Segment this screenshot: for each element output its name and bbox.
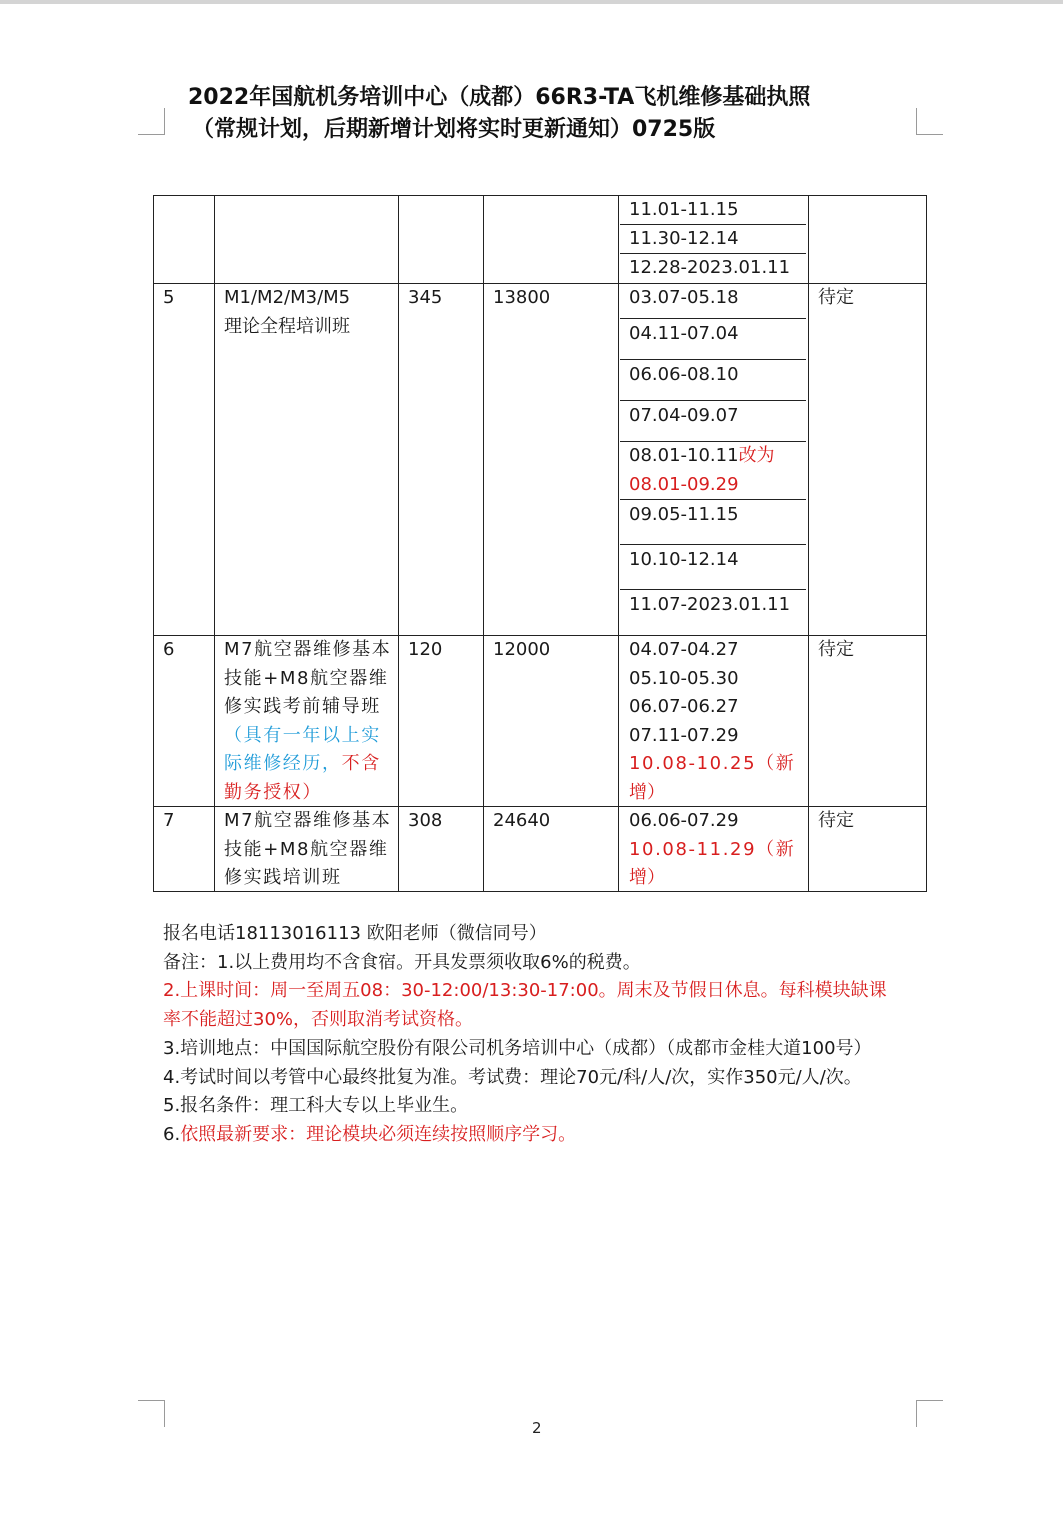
date-list xyxy=(629,636,795,807)
course-name-line: 技能+M8航空器维 xyxy=(224,838,389,860)
row-number: 5 xyxy=(163,287,175,308)
table-border-left xyxy=(153,195,154,892)
course-fee: 13800 xyxy=(493,287,551,308)
crop-mark-top-left xyxy=(138,108,165,135)
new-date-item: 10.08-11.29（新 xyxy=(629,838,796,860)
note-number: 6. xyxy=(163,1123,181,1145)
note-line-highlight: 率不能超过30%，否则取消考试资格。 xyxy=(163,1009,474,1031)
course-exclusion: 勤务授权） xyxy=(224,781,322,803)
title-line-1: 2022年国航机务培训中心（成都）66R3-TA飞机维修基础执照 xyxy=(188,85,811,110)
col-divider xyxy=(808,195,809,892)
page-title xyxy=(188,82,908,146)
course-name-line: 技能+M8航空器维 xyxy=(224,667,389,689)
course-name xyxy=(224,636,391,807)
col-divider xyxy=(214,195,215,892)
date-item: 06.06-07.29 xyxy=(629,810,739,831)
status-text: 待定 xyxy=(818,287,854,308)
new-date-item: 增） xyxy=(629,867,665,888)
date-divider xyxy=(620,318,806,319)
date-cell: 12.28-2023.01.11 xyxy=(629,257,791,278)
row-number: 6 xyxy=(163,639,175,660)
date-item: 06.07-06.27 xyxy=(629,696,739,717)
course-hours: 120 xyxy=(408,639,443,660)
note-line: 5.报名条件：理工科大专以上毕业生。 xyxy=(163,1095,469,1117)
course-fee: 24640 xyxy=(493,810,551,831)
date-cell: 03.07-05.18 xyxy=(629,287,739,308)
title-line-2: （常规计划，后期新增计划将实时更新通知）0725版 xyxy=(192,117,716,142)
date-cell: 07.04-09.07 xyxy=(629,405,739,426)
date-cell: 06.06-08.10 xyxy=(629,364,739,385)
col-divider xyxy=(398,195,399,892)
course-name-line: 修实践考前辅导班 xyxy=(224,696,381,717)
note-line: 3.培训地点：中国国际航空股份有限公司机务培训中心（成都）（成都市金桂大道100号） xyxy=(163,1037,872,1059)
crop-mark-bottom-right xyxy=(916,1400,943,1427)
course-name-line: 修实践培训班 xyxy=(224,867,342,888)
note-line: 4.考试时间以考管中心最终批复为准。考试费：理论70元/科/人/次，实作350元/人/次。 xyxy=(163,1066,862,1088)
new-date: 08.01-09.29 xyxy=(629,473,739,495)
course-requirement: 际维修经历， xyxy=(224,753,342,774)
note-line-highlight: 2.上课时间：周一至周五08：30-12:00/13:30-17:00。周末及节假日休息。每科模块缺课 xyxy=(163,980,887,1002)
top-edge xyxy=(0,0,1063,4)
original-date: 08.01-10.11 xyxy=(629,445,739,466)
course-requirement: （具有一年以上实 xyxy=(224,724,381,746)
new-date-item: 10.08-10.25（新 xyxy=(629,753,796,774)
row-number: 7 xyxy=(163,810,175,831)
course-name xyxy=(224,284,350,341)
new-date-item: 增） xyxy=(629,781,665,803)
date-cell: 11.30-12.14 xyxy=(629,228,739,249)
date-divider xyxy=(620,544,806,545)
date-cell: 10.10-12.14 xyxy=(629,549,739,570)
contact-line: 报名电话18113016113 欧阳老师（微信同号） xyxy=(163,923,547,944)
course-name xyxy=(224,807,391,893)
course-name-line: M7航空器维修基本 xyxy=(224,810,392,831)
course-hours: 345 xyxy=(408,287,443,308)
date-item: 07.11-07.29 xyxy=(629,724,739,746)
table-border-right xyxy=(926,195,927,892)
course-fee: 12000 xyxy=(493,639,551,660)
changed-date-cell xyxy=(629,442,775,499)
col-divider xyxy=(483,195,484,892)
date-divider xyxy=(620,499,806,500)
date-divider xyxy=(620,359,806,360)
course-hours: 308 xyxy=(408,810,443,831)
date-cell: 11.07-2023.01.11 xyxy=(629,594,791,615)
note-line-mixed xyxy=(163,1121,933,1150)
date-item: 05.10-05.30 xyxy=(629,667,739,689)
note-text-highlight: 依照最新要求：理论模块必须连续按照顺序学习。 xyxy=(180,1123,577,1145)
col-divider xyxy=(618,195,619,892)
date-cell: 04.11-07.04 xyxy=(629,323,739,344)
course-exclusion: 不含 xyxy=(341,753,381,774)
date-cell: 09.05-11.15 xyxy=(629,504,739,525)
date-list xyxy=(629,807,795,893)
change-note: 改为 xyxy=(738,445,775,466)
course-name-line: M1/M2/M3/M5 xyxy=(224,287,351,308)
date-item: 04.07-04.27 xyxy=(629,639,739,660)
crop-mark-top-right xyxy=(916,108,943,135)
notes-section xyxy=(163,920,933,1150)
status-text: 待定 xyxy=(818,810,854,831)
table-border-top xyxy=(153,195,927,196)
page-number: 2 xyxy=(532,1419,542,1437)
training-schedule-table xyxy=(153,195,927,892)
date-divider xyxy=(620,400,806,401)
crop-mark-bottom-left xyxy=(138,1400,165,1427)
date-divider xyxy=(620,589,806,590)
course-name-line: M7航空器维修基本 xyxy=(224,639,392,660)
note-line: 备注：1.以上费用均不含食宿。开具发票须收取6%的税费。 xyxy=(163,951,641,973)
date-cell: 11.01-11.15 xyxy=(629,199,739,220)
course-name-line: 理论全程培训班 xyxy=(224,315,350,337)
status-text: 待定 xyxy=(818,639,854,660)
